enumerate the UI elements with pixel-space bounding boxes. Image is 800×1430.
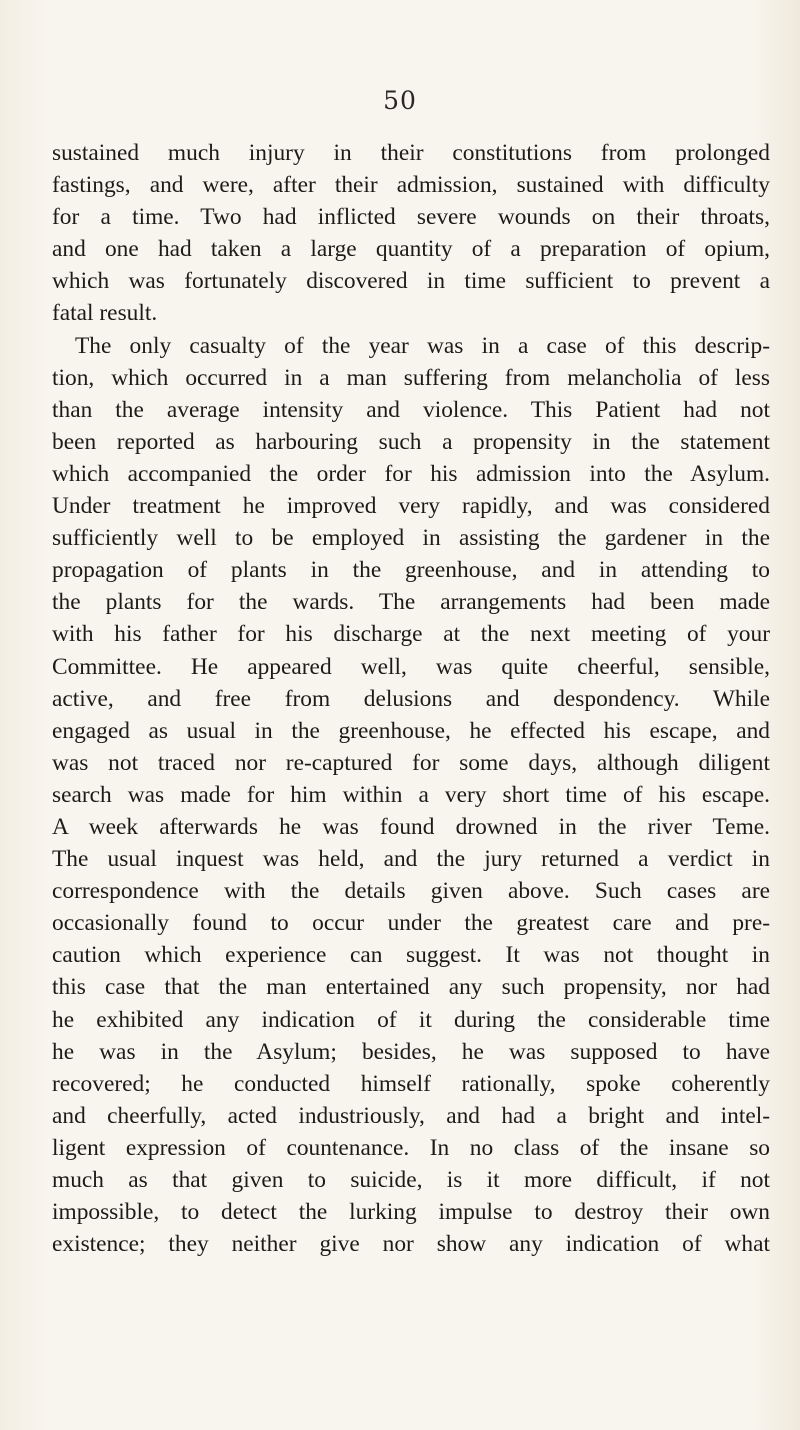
text-line: he was in the Asylum; besides, he was supposed to have xyxy=(52,1038,770,1065)
text-line: caution which experience can suggest. It was not thought in xyxy=(52,942,770,969)
text-line: impossible, to detect the lurking impulse to destroy their own xyxy=(52,1199,770,1226)
text-line: was not traced nor re-captured for some days, although diligent xyxy=(52,749,770,776)
text-line: sufficiently well to be employed in assisting the gardener in the xyxy=(52,525,770,552)
text-line: with his father for his discharge at the next meeting of your xyxy=(52,621,770,648)
text-line: than the average intensity and violence. This Patient had not xyxy=(52,396,770,423)
text-line: this case that the man entertained any such propensity, nor had xyxy=(52,974,770,1001)
text-line: he exhibited any indication of it during the considerable time xyxy=(52,1006,770,1033)
paragraph-start-line: The only casualty of the year was in a case of this descrip- xyxy=(75,332,770,359)
text-line: recovered; he conducted himself rationally, spoke coherently xyxy=(52,1070,770,1097)
text-line: Under treatment he improved very rapidly, and was considered xyxy=(52,493,770,520)
page-number: 50 xyxy=(383,86,417,115)
text-line: which was fortunately discovered in time sufficient to prevent a xyxy=(52,268,770,295)
body-text xyxy=(52,137,770,1260)
text-line: fastings, and were, after their admission, sustained with difficulty xyxy=(52,172,770,199)
text-line: existence; they neither give nor show any indication of what xyxy=(52,1231,770,1258)
text-line: propagation of plants in the greenhouse, and in attending to xyxy=(52,557,770,584)
text-line: which accompanied the order for his admission into the Asylum. xyxy=(52,460,770,487)
text-line: occasionally found to occur under the greatest care and pre- xyxy=(52,910,770,937)
text-line: A week afterwards he was found drowned in the river Teme. xyxy=(52,813,770,840)
text-line: Committee. He appeared well, was quite cheerful, sensible, xyxy=(52,653,770,680)
text-line: engaged as usual in the greenhouse, he effected his escape, and xyxy=(52,717,770,744)
text-line: correspondence with the details given above. Such cases are xyxy=(52,878,770,905)
text-line: been reported as harbouring such a propensity in the statement xyxy=(52,428,770,455)
text-line: and one had taken a large quantity of a preparation of opium, xyxy=(52,236,770,263)
text-line: The usual inquest was held, and the jury returned a verdict in xyxy=(52,846,770,873)
text-line: tion, which occurred in a man suffering from melancholia of less xyxy=(52,364,770,391)
text-line: and cheerfully, acted industriously, and had a bright and intel- xyxy=(52,1102,770,1129)
text-line: search was made for him within a very short time of his escape. xyxy=(52,781,770,808)
text-line: ligent expression of countenance. In no class of the insane so xyxy=(52,1134,770,1161)
text-line: sustained much injury in their constitutions from prolonged xyxy=(52,140,770,166)
text-line: active, and free from delusions and despondency. While xyxy=(52,685,770,712)
text-line: for a time. Two had inflicted severe wounds on their throats, xyxy=(52,204,770,231)
text-line: the plants for the wards. The arrangements had been made xyxy=(52,589,770,616)
text-line: fatal result. xyxy=(52,300,158,327)
text-line: much as that given to suicide, is it more difficult, if not xyxy=(52,1167,770,1193)
